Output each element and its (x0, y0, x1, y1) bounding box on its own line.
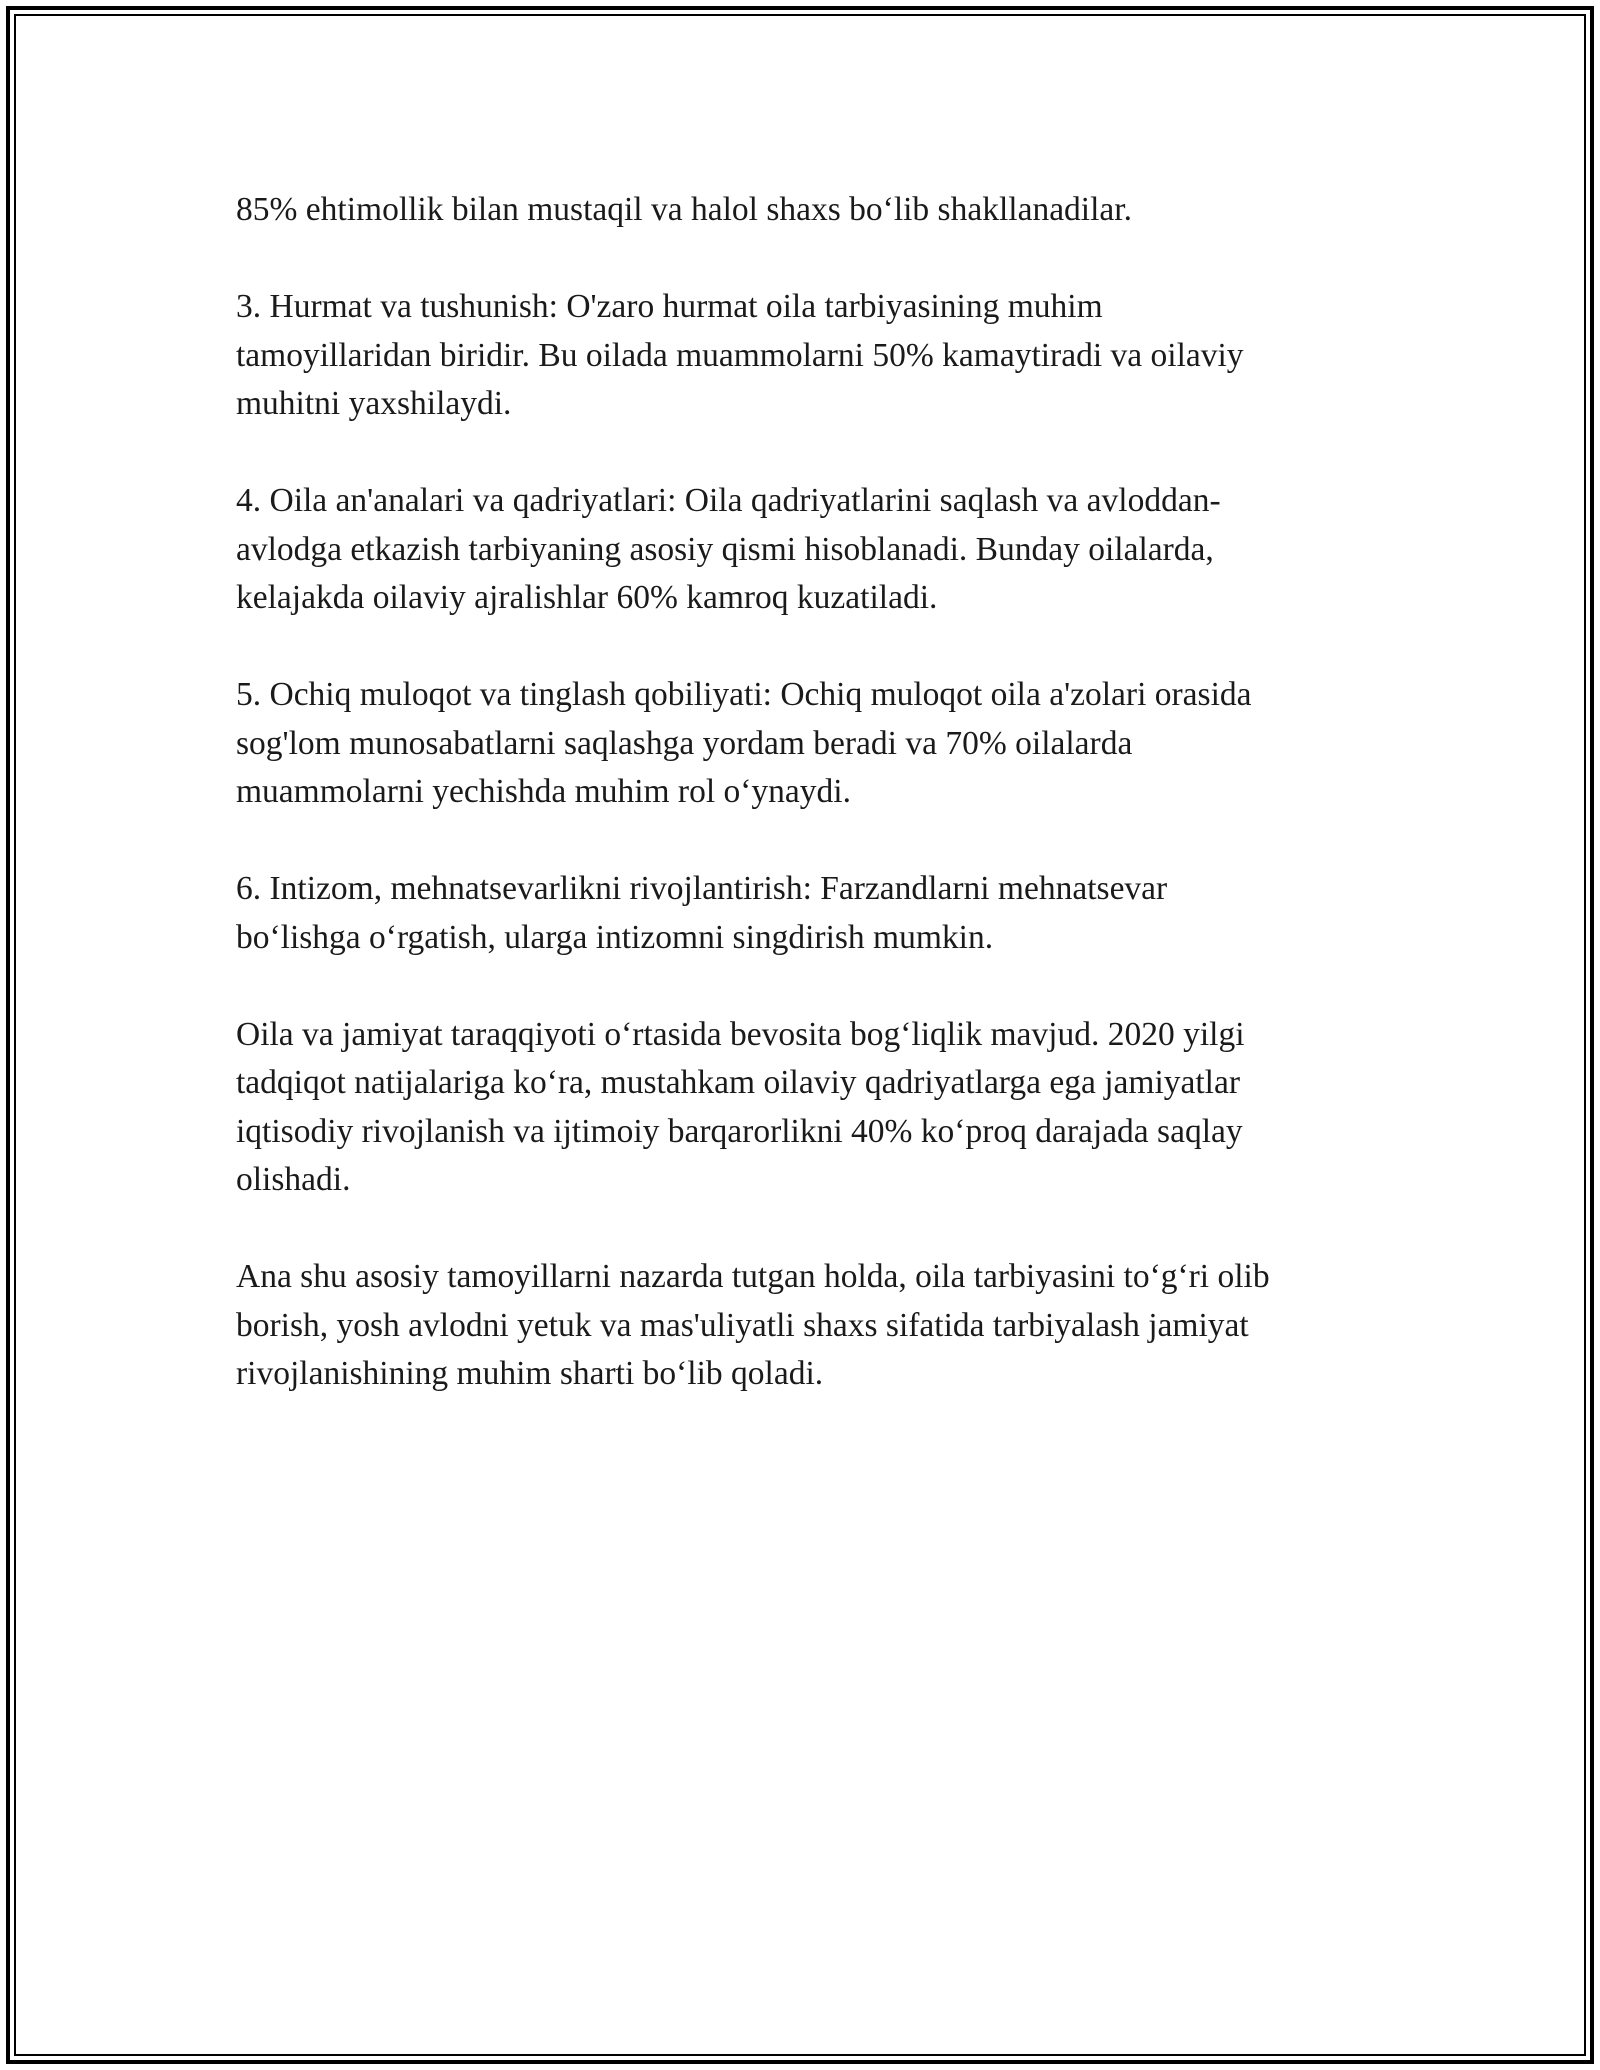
document-body (236, 186, 1376, 1447)
paragraph-family-society: Oila va jamiyat taraqqiyoti o‘rtasida bevosita bog‘liqlik mavjud. 2020 yilgi tadqiqot natijalariga ko‘ra, mustahkam oilaviy qadriyatlarga ega jamiyatlar iqtisodiy rivojlanish va ijtimoiy barqarorlikni 40% ko‘proq darajada saqlay olishadi. (236, 1015, 1245, 1198)
paragraph-continuation: 85% ehtimollik bilan mustaqil va halol shaxs bo‘lib shakllanadilar. (236, 191, 1132, 228)
paragraph-item-6-discipline: 6. Intizom, mehnatsevarlikni rivojlantirish: Farzandlarni mehnatsevar bo‘lishga o‘rgatish, ularga intizomni singdirish mumkin. (236, 870, 1168, 956)
paragraph-conclusion: Ana shu asosiy tamoyillarni nazarda tutgan holda, oila tarbiyasini to‘g‘ri olib borish, yosh avlodni yetuk va mas'uliyatli shaxs sifatida tarbiyalash jamiyat rivojlanishining muhim sharti bo‘lib qoladi. (236, 1258, 1270, 1392)
paragraph-item-5-communication: 5. Ochiq muloqot va tinglash qobiliyati: Ochiq muloqot oila a'zolari orasida sog'lom munosabatlarni saqlashga yordam beradi va 70% oilalarda muammolarni yechishda muhim rol o‘ynaydi. (236, 676, 1252, 810)
paragraph-item-3-respect: 3. Hurmat va tushunish: O'zaro hurmat oila tarbiyasining muhim tamoyillaridan biridir. Bu oilada muammolarni 50% kamaytiradi va oilaviy muhitni yaxshilaydi. (236, 288, 1244, 422)
paragraph-item-4-traditions: 4. Oila an'analari va qadriyatlari: Oila qadriyatlarini saqlash va avloddan- avlodga etkazish tarbiyaning asosiy qismi hisoblanadi. Bunday oilalarda, kelajakda oilaviy ajralishlar 60% kamroq kuzatiladi. (236, 482, 1221, 616)
